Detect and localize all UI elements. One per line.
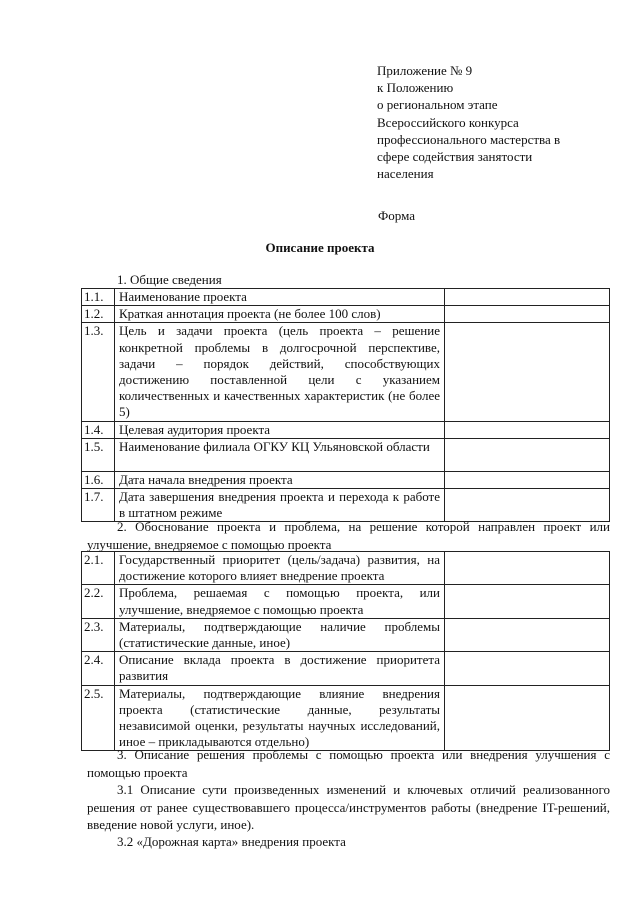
appendix-line: к Положению bbox=[377, 80, 454, 96]
row-label: Краткая аннотация проекта (не более 100 слов) bbox=[115, 306, 445, 323]
value-cell[interactable] bbox=[445, 438, 610, 471]
section-2-heading: 2. Обоснование проекта и проблема, на решение которой направлен проект или улучшение, внедряемое с помощью проекта bbox=[87, 519, 610, 552]
table-row bbox=[82, 618, 610, 651]
appendix-line: Приложение № 9 bbox=[377, 63, 473, 78]
appendix-line: населения bbox=[377, 166, 434, 182]
row-label: Целевая аудитория проекта bbox=[115, 421, 445, 438]
row-number: 1.7. bbox=[82, 489, 115, 522]
appendix-line: профессионального мастерства в bbox=[377, 131, 561, 147]
table-row bbox=[82, 585, 610, 618]
row-number: 2.4. bbox=[82, 652, 115, 685]
value-cell[interactable] bbox=[445, 289, 610, 306]
row-label: Наименование проекта bbox=[115, 289, 445, 306]
appendix-block bbox=[377, 62, 617, 182]
row-label: Цель и задачи проекта (цель проекта – решение конкретной проблемы в долгосрочной перспективе, задачи – порядок действий, способствующих достижению поставленной цели с указанием количественных и качественных характеристик (не более 5) bbox=[115, 323, 445, 421]
table-row bbox=[82, 471, 610, 488]
row-label: Материалы, подтверждающие влияние внедрения проекта (статистические данные, результаты независимой оценки, результаты научных исследований, иное – прикладываются отдельно) bbox=[115, 685, 445, 751]
appendix-line: о региональном этапе bbox=[377, 97, 498, 113]
row-label: Дата завершения внедрения проекта и перехода к работе в штатном режиме bbox=[115, 489, 445, 522]
row-number: 2.1. bbox=[82, 552, 115, 585]
row-number: 1.3. bbox=[82, 323, 115, 421]
row-label: Государственный приоритет (цель/задача) развития, на достижение которого влияет внедрение проекта bbox=[115, 552, 445, 585]
row-number: 1.6. bbox=[82, 471, 115, 488]
row-number: 2.3. bbox=[82, 618, 115, 651]
value-cell[interactable] bbox=[445, 323, 610, 421]
row-number: 2.2. bbox=[82, 585, 115, 618]
appendix-line: сфере содействия занятости bbox=[377, 149, 533, 165]
table-row bbox=[82, 552, 610, 585]
value-cell[interactable] bbox=[445, 685, 610, 751]
row-number: 2.5. bbox=[82, 685, 115, 751]
value-cell[interactable] bbox=[445, 489, 610, 522]
row-label: Описание вклада проекта в достижение приоритета развития bbox=[115, 652, 445, 685]
form-label: Форма bbox=[378, 208, 415, 223]
row-label: Дата начала внедрения проекта bbox=[115, 471, 445, 488]
value-cell[interactable] bbox=[445, 618, 610, 651]
row-label: Проблема, решаемая с помощью проекта, или улучшение, внедряемое с помощью проекта bbox=[115, 585, 445, 618]
row-number: 1.2. bbox=[82, 306, 115, 323]
section-3-heading: 3. Описание решения проблемы с помощью проекта или внедрения улучшения с помощью проекта bbox=[87, 747, 610, 780]
section-1-heading: 1. Общие сведения bbox=[117, 272, 222, 287]
paragraph-3-2: 3.2 «Дорожная карта» внедрения проекта bbox=[117, 834, 346, 849]
row-number: 1.5. bbox=[82, 438, 115, 471]
row-number: 1.4. bbox=[82, 421, 115, 438]
row-label: Наименование филиала ОГКУ КЦ Ульяновской области bbox=[115, 438, 445, 471]
table-row bbox=[82, 421, 610, 438]
appendix-line: Всероссийского конкурса bbox=[377, 114, 519, 130]
table-row bbox=[82, 289, 610, 306]
value-cell[interactable] bbox=[445, 421, 610, 438]
value-cell[interactable] bbox=[445, 652, 610, 685]
document-title: Описание проекта bbox=[265, 240, 375, 255]
table-row bbox=[82, 306, 610, 323]
general-info-table bbox=[81, 288, 610, 522]
value-cell[interactable] bbox=[445, 585, 610, 618]
table-row bbox=[82, 685, 610, 751]
justification-table bbox=[81, 551, 610, 751]
row-label: Материалы, подтверждающие наличие проблемы (статистические данные, иное) bbox=[115, 618, 445, 651]
table-row bbox=[82, 489, 610, 522]
value-cell[interactable] bbox=[445, 552, 610, 585]
table-row bbox=[82, 323, 610, 421]
table-row bbox=[82, 438, 610, 471]
value-cell[interactable] bbox=[445, 471, 610, 488]
paragraph-3-1: 3.1 Описание сути произведенных изменений и ключевых отличий реализованного решения от ранее существовавшего процесса/инструментов работы (внедрение IT-решений, введение новой услуги, иное). bbox=[87, 782, 610, 832]
value-cell[interactable] bbox=[445, 306, 610, 323]
row-number: 1.1. bbox=[82, 289, 115, 306]
table-row bbox=[82, 652, 610, 685]
